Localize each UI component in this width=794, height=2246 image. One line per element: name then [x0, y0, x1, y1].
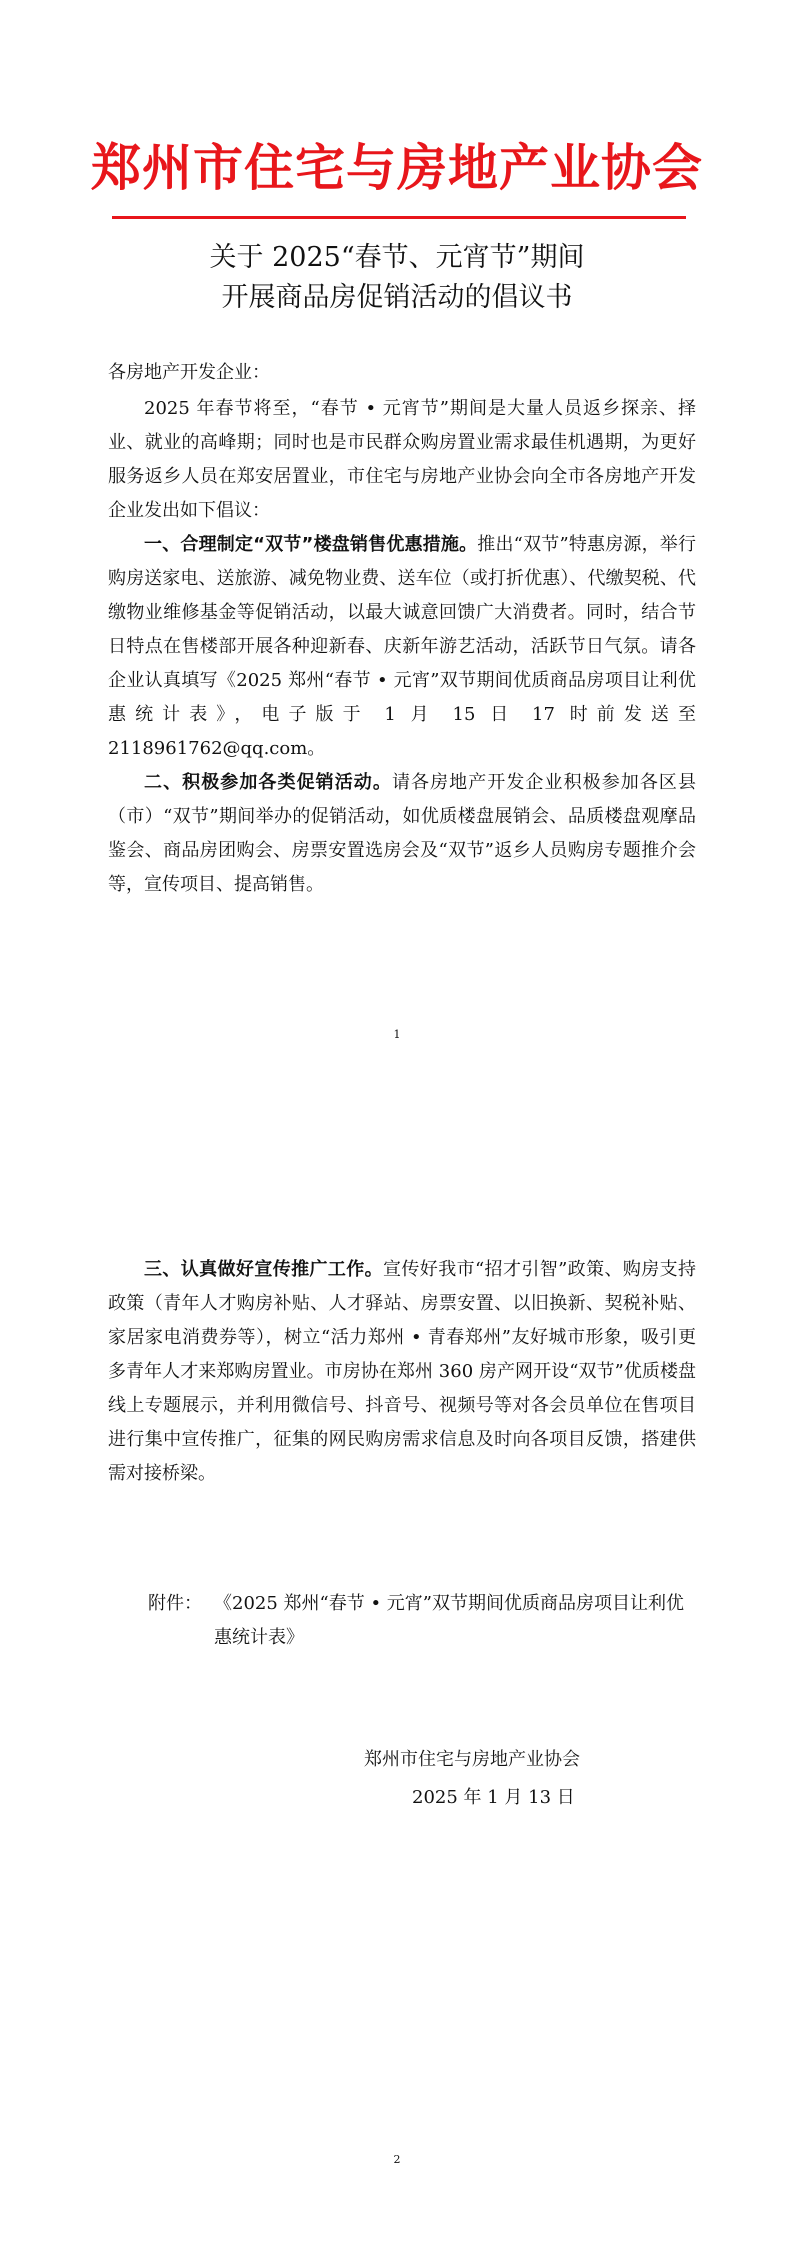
item-1-text: 推出“双节”特惠房源，举行购房送家电、送旅游、减免物业费、送车位（或打折优惠）、代缴契税、代缴物业维修基金等促销活动，以最大诚意回馈广大消费者。同时，结合节日特点在售楼部开展各种迎新春、庆新年游艺活动，活跃节日气氛。请各企业认真填写《2025 郑州“春节 • 元宵”双节期间优质商品房项目让利优惠统计表》，电子版于 1 月 15 日 17 时前发送至 2118961762@qq.com。	[108, 534, 696, 759]
body-page-1	[108, 392, 696, 902]
organization-header-title: 郑州市住宅与房地产业协会	[91, 139, 703, 197]
item-3-paragraph	[108, 1253, 696, 1491]
intro-paragraph: 2025 年春节将至，“春节 • 元宵节”期间是大量人员返乡探亲、择业、就业的高峰期；同时也是市民群众购房置业需求最佳机遇期，为更好服务返乡人员在郑安居置业，市住宅与房地产业协会向全市各房地产开发企业发出如下倡议：	[108, 398, 696, 521]
item-1-paragraph	[108, 528, 696, 766]
attachment-text: 《2025 郑州“春节 • 元宵”双节期间优质商品房项目让利优惠统计表》	[214, 1593, 684, 1648]
page-number-1: 1	[393, 1028, 401, 1041]
salutation: 各房地产开发企业：	[108, 362, 270, 383]
item-2-text: 请各房地产开发企业积极参加各区县（市）“双节”期间举办的促销活动，如优质楼盘展销会、品质楼盘观摩品鉴会、商品房团购会、房票安置选房会及“双节”返乡人员购房专题推介会等，宣传项目、提高销售。	[108, 772, 697, 895]
attachment-label: 附件：	[148, 1593, 202, 1614]
item-2-paragraph	[108, 766, 696, 902]
salutation-block	[108, 356, 696, 390]
signature-organization: 郑州市住宅与房地产业协会	[364, 1749, 580, 1770]
item-2-heading: 二、积极参加各类促销活动。	[144, 772, 392, 793]
signature-date: 2025 年 1 月 13 日	[412, 1787, 575, 1808]
body-page-2	[108, 1253, 696, 1491]
page-2	[0, 1123, 794, 2246]
item-3-heading: 三、认真做好宣传推广工作。	[144, 1259, 384, 1280]
page-number-2: 2	[393, 2153, 401, 2166]
document-title	[0, 238, 794, 318]
document-title-line-2: 开展商品房促销活动的倡议书	[221, 282, 573, 313]
header-red-rule	[112, 216, 686, 219]
item-1-heading: 一、合理制定“双节”楼盘销售优惠措施。	[144, 534, 478, 555]
document-title-line-1: 关于 2025“春节、元宵节”期间	[209, 242, 585, 273]
item-3-text: 宣传好我市“招才引智”政策、购房支持政策（青年人才购房补贴、人才驿站、房票安置、以旧换新、契税补贴、家居家电消费券等），树立“活力郑州 • 青春郑州”友好城市形象，吸引更多青年人才来郑购房置业。市房协在郑州 360 房产网开设“双节”优质楼盘线上专题展示，并利用微信号、抖音号、视频号等对各会员单位在售项目进行集中宣传推广，征集的网民购房需求信息及时向各项目反馈，搭建供需对接桥梁。	[108, 1259, 697, 1484]
